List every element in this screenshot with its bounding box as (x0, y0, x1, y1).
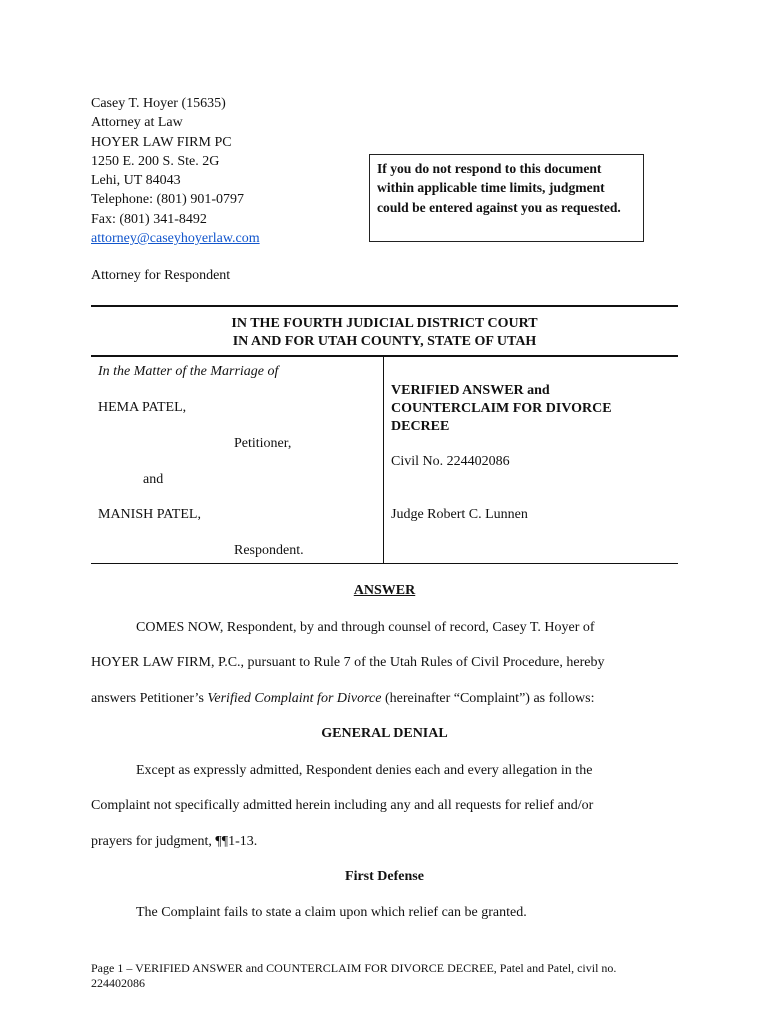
fax: Fax: (801) 341-8492 (91, 211, 207, 227)
court-line-2: IN AND FOR UTAH COUNTY, STATE OF UTAH (232, 334, 537, 349)
and-label: and (143, 472, 164, 487)
judge-name: Judge Robert C. Lunnen (391, 507, 528, 522)
petitioner-name: HEMA PATEL, (98, 400, 187, 415)
court-top-rule (91, 305, 678, 307)
paragraph-3-line-1: The Complaint fails to state a claim upon which relief can be granted. (136, 905, 527, 920)
respondent-name: MANISH PATEL, (98, 507, 201, 522)
respondent-label: Respondent. (234, 543, 304, 558)
general-denial-heading: GENERAL DENIAL (321, 726, 448, 741)
attorney-title: Attorney at Law (91, 115, 183, 131)
paragraph-1-line-3-start: answers Petitioner’s (91, 691, 208, 706)
caption-bottom-rule (91, 563, 678, 564)
attorney-name: Casey T. Hoyer (15635) (91, 96, 226, 111)
telephone: Telephone: (801) 901-0797 (91, 192, 244, 208)
footer-line-2: 224402086 (91, 976, 145, 990)
address-line-1: 1250 E. 200 S. Ste. 2G (91, 153, 220, 169)
footer-line-1: Page 1 – VERIFIED ANSWER and COUNTERCLAIM FOR DIVORCE DECREE, Patel and Patel, civil no. (91, 961, 617, 975)
document-title: VERIFIED ANSWER and COUNTERCLAIM FOR DIVORCE DECREE (391, 383, 612, 434)
notice-box: If you do not respond to this document within applicable time limits, judgment could be entered against you as requested. (369, 154, 644, 242)
caption-divider (383, 356, 384, 563)
attorney-role: Attorney for Respondent (91, 268, 231, 283)
paragraph-1-line-3-end: (hereinafter “Complaint”) as follows: (381, 691, 595, 706)
complaint-title-italic: Verified Complaint for Divorce (207, 691, 382, 706)
page-footer (91, 961, 651, 991)
paragraph-1-line-3 (91, 691, 678, 707)
paragraph-1-line-2: HOYER LAW FIRM, P.C., pursuant to Rule 7 of the Utah Rules of Civil Procedure, hereby (91, 655, 605, 670)
attorney-info-block (91, 94, 260, 248)
court-bottom-rule (91, 355, 678, 357)
address-line-2: Lehi, UT 84043 (91, 173, 181, 189)
email-link[interactable]: attorney@caseyhoyerlaw.com (91, 231, 260, 247)
court-line-1: IN THE FOURTH JUDICIAL DISTRICT COURT (231, 316, 538, 331)
matter-label: In the Matter of the Marriage of (98, 364, 279, 379)
first-defense-heading: First Defense (345, 869, 424, 884)
paragraph-2-line-2: Complaint not specifically admitted herein including any and all requests for relief and/or (91, 798, 594, 813)
petitioner-label: Petitioner, (234, 436, 292, 451)
answer-heading: ANSWER (353, 583, 416, 598)
law-firm-name: HOYER LAW FIRM PC (91, 134, 232, 150)
paragraph-2-line-3: prayers for judgment, ¶¶1-13. (91, 834, 258, 849)
paragraph-2-line-1: Except as expressly admitted, Respondent denies each and every allegation in the (136, 763, 593, 778)
paragraph-1-line-1: COMES NOW, Respondent, by and through counsel of record, Casey T. Hoyer of (136, 620, 595, 635)
civil-number: Civil No. 224402086 (391, 454, 510, 469)
court-title (91, 315, 678, 351)
